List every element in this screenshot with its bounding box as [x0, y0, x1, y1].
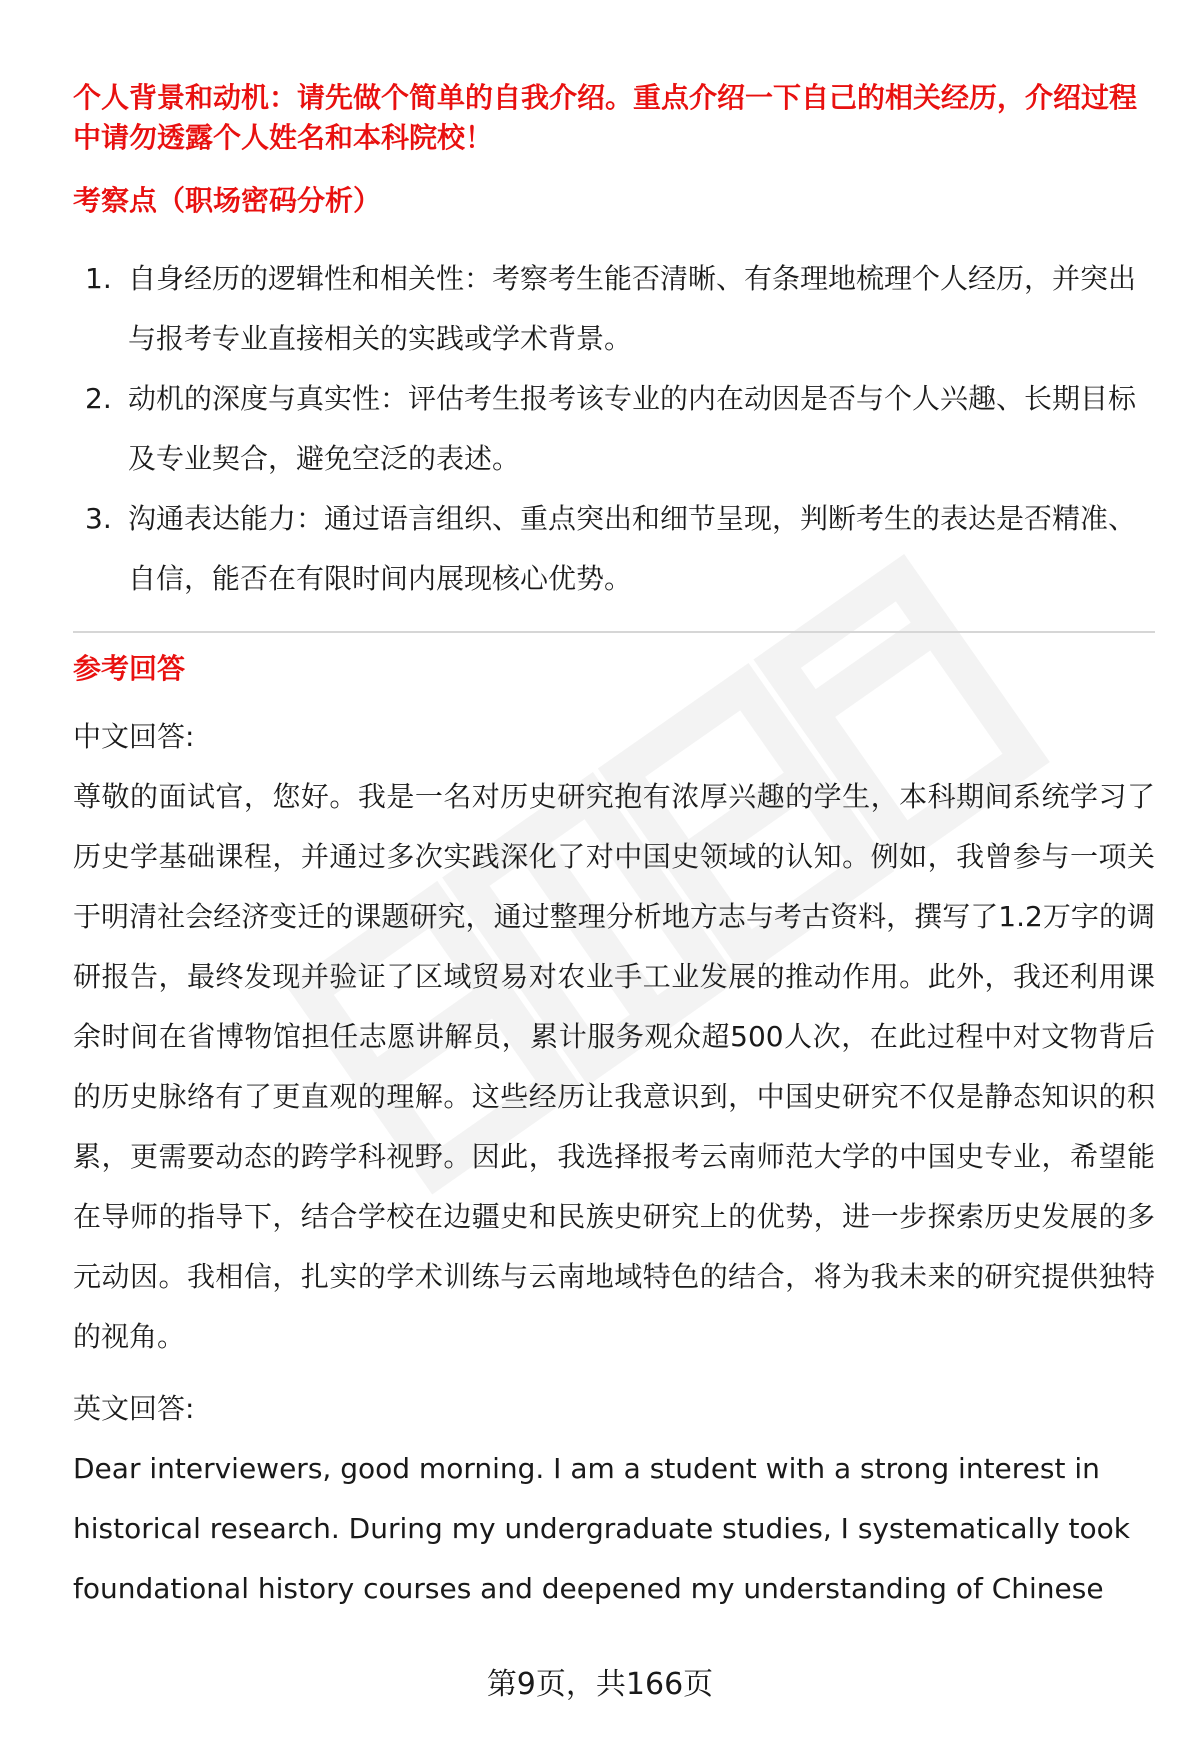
list-item — [73, 489, 1155, 609]
points-heading: 考察点（职场密码分析） — [73, 184, 382, 217]
list-item — [73, 369, 1155, 489]
document-page — [73, 78, 1155, 1619]
list-item-text: 自身经历的逻辑性和相关性：考察考生能否清晰、有条理地梳理个人经历，并突出与报考专业直接相关的实践或学术背景。 — [128, 262, 1137, 355]
list-item-text: 动机的深度与真实性：评估考生报考该专业的内在动因是否与个人兴趣、长期目标及专业契合，避免空泛的表述。 — [128, 382, 1137, 475]
list-item-number: 3. — [85, 502, 112, 535]
question-heading: 个人背景和动机：请先做个简单的自我介绍。重点介绍一下自己的相关经历，介绍过程中请勿透露个人姓名和本科院校！ — [73, 81, 1138, 154]
answer-heading: 参考回答 — [73, 652, 186, 685]
chinese-answer-text: 尊敬的面试官，您好。我是一名对历史研究抱有浓厚兴趣的学生，本科期间系统学习了历史学基础课程，并通过多次实践深化了对中国史领域的认知。例如，我曾参与一项关于明清社会经济变迁的课题研究，通过整理分析地方志与考古资料，撰写了1.2万字的调研报告，最终发现并验证了区域贸易对农业手工业发展的推动作用。此外，我还利用课余时间在省博物馆担任志愿讲解员，累计服务观众超500人次，在此过程中对文物背后的历史脉络有了更直观的理解。这些经历让我意识到，中国史研究不仅是静态知识的积累，更需要动态的跨学科视野。因此，我选择报考云南师范大学的中国史专业，希望能在导师的指导下，结合学校在边疆史和民族史研究上的优势，进一步探索历史发展的多元动因。我相信，扎实的学术训练与云南地域特色的结合，将为我未来的研究提供独特的视角。 — [73, 780, 1155, 1353]
points-list — [73, 249, 1155, 609]
english-answer-label: 英文回答: — [73, 1392, 195, 1425]
chinese-answer-label: 中文回答: — [73, 720, 195, 753]
list-item-number: 1. — [85, 262, 112, 295]
list-item — [73, 249, 1155, 369]
section-divider — [73, 631, 1155, 633]
list-item-number: 2. — [85, 382, 112, 415]
page-footer: 第9页，共166页 — [486, 1667, 714, 1702]
english-answer-text: Dear interviewers, good morning. I am a student with a strong interest in historical research. During my undergraduate studies, I systematically took foundational history courses and deepened my understanding of Chinese — [73, 1452, 1130, 1605]
list-item-text: 沟通表达能力：通过语言组织、重点突出和细节呈现，判断考生的表达是否精准、自信，能否在有限时间内展现核心优势。 — [128, 502, 1137, 595]
